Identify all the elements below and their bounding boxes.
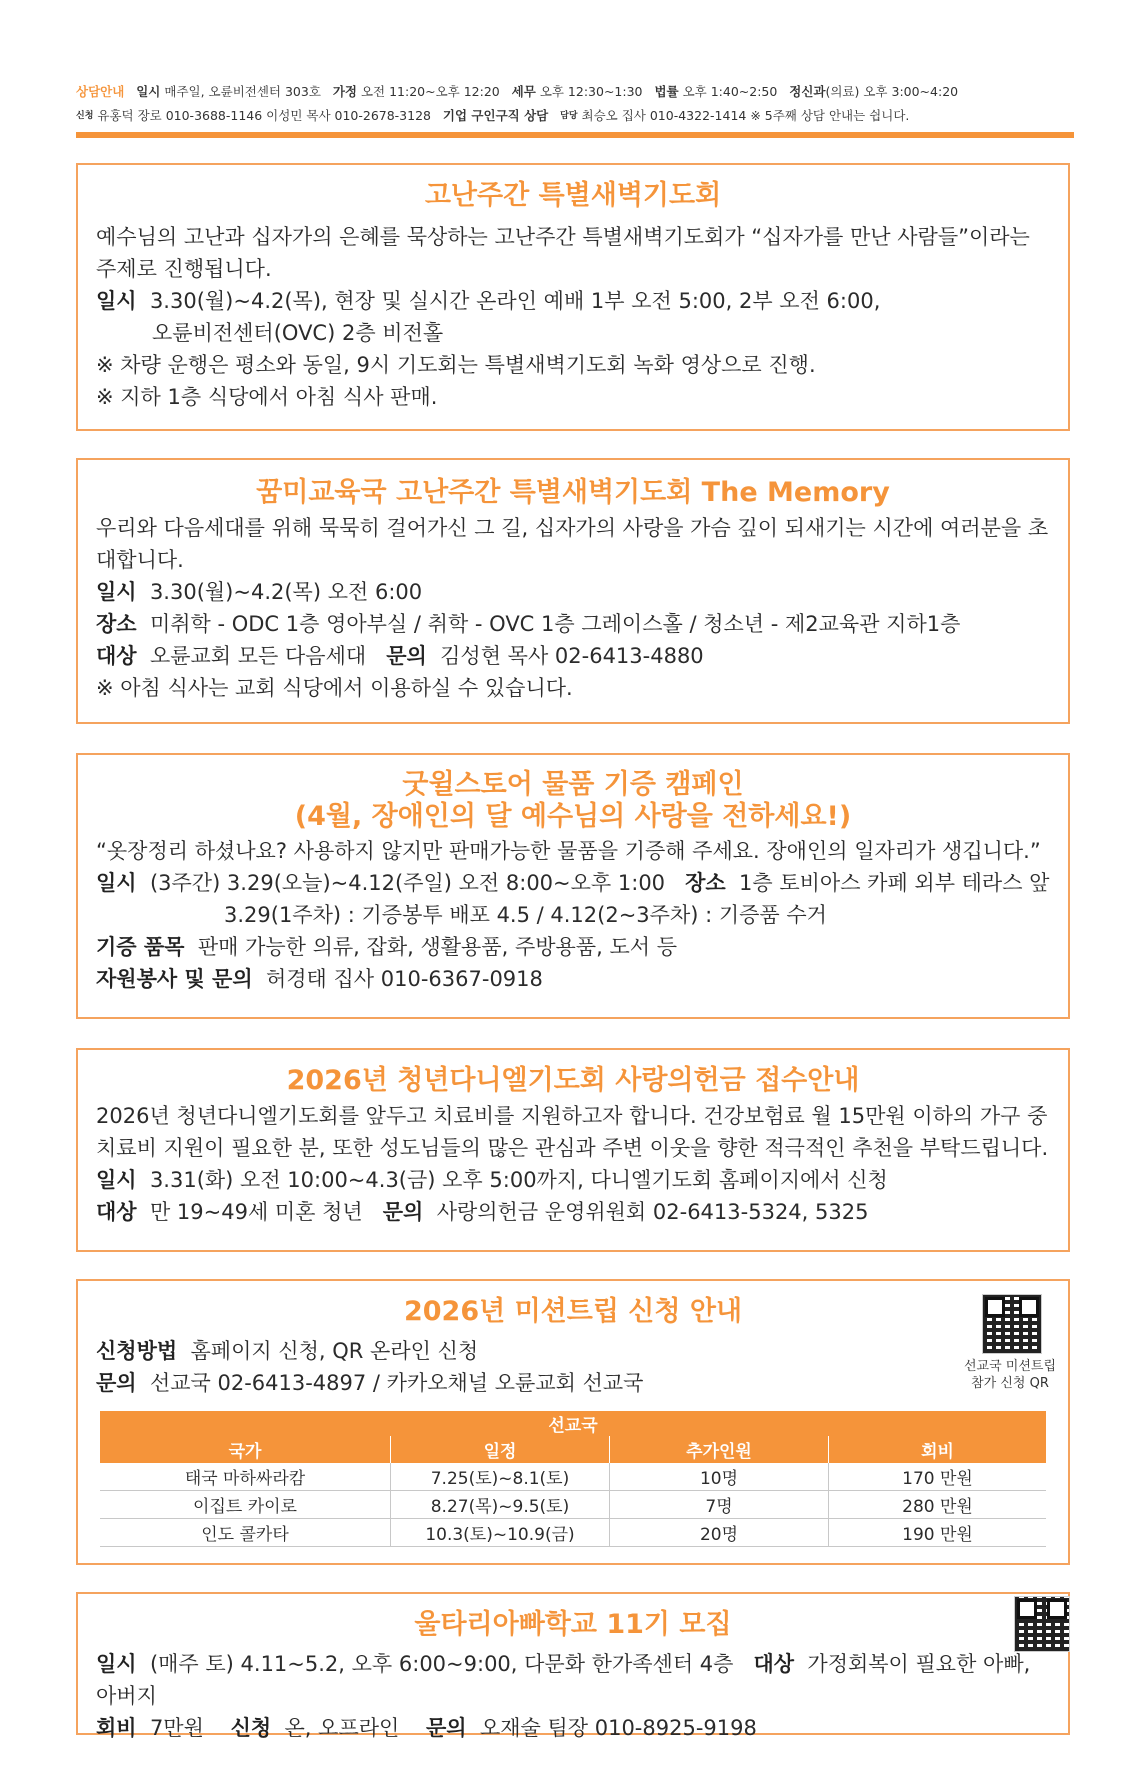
fathers-school-qr-code-icon[interactable] <box>1014 1596 1070 1652</box>
counseling-info-bar <box>76 80 1074 128</box>
field-value: 3.30(월)~4.2(목), 현장 및 실시간 온라인 예배 1부 오전 5:00, 2부 오전 6:00, <box>149 289 881 313</box>
notice-note: ※ 아침 식사는 교회 식당에서 이용하실 수 있습니다. <box>96 676 573 700</box>
table-cell: 10명 <box>610 1463 829 1491</box>
field-label: 일시 <box>96 1168 137 1192</box>
table-cell: 태국 마하싸라캄 <box>100 1463 391 1491</box>
notice-body <box>78 835 1068 995</box>
field-label: 일시 <box>96 580 137 604</box>
field-value: 사랑의헌금 운영위원회 02-6413-5324, 5325 <box>436 1200 869 1224</box>
notice-passion-week-prayer <box>76 163 1070 431</box>
counseling-label: 정신과 <box>789 84 826 99</box>
notice-items-line <box>96 931 1050 963</box>
field-value: 홈페이지 신청, QR 온라인 신청 <box>190 1339 479 1363</box>
table-cell: 7.25(토)~8.1(토) <box>391 1463 610 1491</box>
counseling-text: 오후 1:40~2:50 <box>682 84 778 99</box>
table-row <box>100 1491 1046 1519</box>
notice-quote: “옷장정리 하셨나요? 사용하지 않지만 판매가능한 물품을 기증해 주세요. 장애인의 일자리가 생깁니다.” <box>96 839 1041 863</box>
field-label: 자원봉사 및 문의 <box>96 967 253 991</box>
notice-love-offering <box>76 1048 1070 1252</box>
column-header: 회비 <box>829 1436 1047 1463</box>
notice-date-line-2: 오륜비전센터(OVC) 2층 비전홀 <box>152 321 444 345</box>
counseling-text: 유홍덕 장로 010-3688-1146 이성민 목사 010-2678-3128 <box>97 108 431 123</box>
counseling-label: 법률 <box>654 84 679 99</box>
field-value: (3주간) 3.29(오늘)~4.12(주일) 오전 8:00~오후 1:00 <box>149 871 666 895</box>
field-value: 허경태 집사 010-6367-0918 <box>265 967 543 991</box>
notice-date-line <box>96 1164 1050 1196</box>
notice-intro: 예수님의 고난과 십자가의 은혜를 묵상하는 고난주간 특별새벽기도회가 “십자가를 만난 사람들”이라는 주제로 진행됩니다. <box>96 225 1030 281</box>
counseling-label: 가정 <box>332 84 357 99</box>
field-label: 회비 <box>96 1716 137 1740</box>
notice-fee-line <box>96 1712 1050 1744</box>
counseling-label: 일시 <box>136 84 161 99</box>
counseling-label: 기업 구인구직 상담 <box>442 108 549 123</box>
qr-caption-line: 선교국 미션트립 <box>963 1359 1057 1374</box>
column-header: 일정 <box>391 1436 610 1463</box>
notice-intro: 우리와 다음세대를 위해 묵묵히 걸어가신 그 길, 십자가의 사랑을 가슴 깊이 되새기는 시간에 여러분을 초대합니다. <box>96 516 1049 572</box>
field-label: 문의 <box>96 1371 137 1395</box>
notice-target-line <box>96 640 1050 672</box>
counseling-text: 매주일, 오륜비전센터 303호 <box>164 84 321 99</box>
counseling-text: 오전 11:20~오후 12:20 <box>360 84 500 99</box>
field-label: 장소 <box>685 871 726 895</box>
field-label: 일시 <box>96 871 137 895</box>
notice-title: 굿윌스토어 물품 기증 캠페인 <box>402 769 744 800</box>
field-value: 미취학 - ODC 1층 영아부실 / 취학 - OVC 1층 그레이스홀 / 청소년 - 제2교육관 지하1층 <box>149 612 961 636</box>
table-row <box>100 1463 1046 1491</box>
field-value: 판매 가능한 의류, 잡화, 생활용품, 주방용품, 도서 등 <box>197 935 677 959</box>
notice-date-line <box>96 285 1050 317</box>
field-label: 문의 <box>382 1200 424 1224</box>
field-value: 김성현 목사 02-6413-4880 <box>440 644 704 668</box>
counseling-text: 오후 12:30~1:30 <box>539 84 643 99</box>
qr-caption <box>940 1358 1080 1392</box>
table-cell: 8.27(목)~9.5(토) <box>391 1491 610 1519</box>
table-cell: 이집트 카이로 <box>100 1491 391 1519</box>
notice-subtitle: (4월, 장애인의 달 예수님의 사랑을 전하세요!) <box>294 801 852 832</box>
table-cell: 7명 <box>610 1491 829 1519</box>
notice-body <box>78 221 1068 413</box>
notice-title: 울타리아빠학교 11기 모집 <box>414 1609 732 1640</box>
table-cell: 20명 <box>610 1519 829 1547</box>
field-value: (매주 토) 4.11~5.2, 오후 6:00~9:00, 다문화 한가족센터 4층 <box>149 1652 734 1676</box>
notice-intro: 2026년 청년다니엘기도회를 앞두고 치료비를 지원하고자 합니다. 건강보험료 월 15만원 이하의 가구 중 치료비 지원이 필요한 분, 또한 성도님들의 많은 관심과 주변 이웃을 향한 적극적인 추천을 부탁드립니다. <box>96 1104 1049 1160</box>
field-value: 오륜교회 모든 다음세대 <box>149 644 367 668</box>
apply-tag: 신청 <box>76 111 94 121</box>
field-label: 대상 <box>96 1200 137 1224</box>
notice-body <box>78 512 1068 704</box>
notice-title: 꿈미교육국 고난주간 특별새벽기도회 The Memory <box>256 477 890 508</box>
counseling-label: 세무 <box>511 84 536 99</box>
field-label: 기증 품목 <box>96 935 185 959</box>
table-cell: 인도 콜카타 <box>100 1519 391 1547</box>
field-label: 장소 <box>96 612 137 636</box>
field-value: 1층 토비아스 카페 외부 테라스 앞 <box>739 871 1050 895</box>
field-label: 문의 <box>386 644 427 668</box>
counseling-line-1 <box>76 80 1074 104</box>
table-caption: 선교국 <box>100 1411 1046 1436</box>
notice-volunteer-line <box>96 963 1050 995</box>
counseling-text: (의료) 오후 3:00~4:20 <box>825 84 959 99</box>
field-value: 온, 오프라인 <box>284 1716 400 1740</box>
counseling-lead: 상담안내 <box>76 84 125 99</box>
field-value: 3.31(화) 오전 10:00~4.3(금) 오후 5:00까지, 다니엘기도회 홈페이지에서 신청 <box>149 1168 888 1192</box>
field-label: 일시 <box>96 1652 137 1676</box>
table-cell: 280 만원 <box>829 1491 1047 1519</box>
notice-body <box>78 1100 1068 1228</box>
counseling-line-2 <box>76 104 1074 128</box>
notice-title: 2026년 청년다니엘기도회 사랑의헌금 접수안내 <box>286 1065 860 1096</box>
notice-title: 고난주간 특별새벽기도회 <box>424 180 722 211</box>
table-cell: 190 만원 <box>829 1519 1047 1547</box>
table-row <box>100 1519 1046 1547</box>
field-label: 대상 <box>753 1652 795 1676</box>
notice-the-memory <box>76 458 1070 724</box>
notice-date-line <box>96 1648 1050 1712</box>
notice-place-line <box>96 608 1050 640</box>
field-value: 만 19~49세 미혼 청년 <box>149 1200 363 1224</box>
field-label: 대상 <box>96 644 137 668</box>
notice-note: ※ 차량 운행은 평소와 동일, 9시 기도회는 특별새벽기도회 녹화 영상으로 진행. <box>96 353 816 377</box>
field-label: 신청 <box>230 1716 272 1740</box>
notice-date-line <box>96 867 1050 899</box>
notice-note: ※ 지하 1층 식당에서 아침 식사 판매. <box>96 385 438 409</box>
header-divider <box>76 132 1074 138</box>
notice-schedule: 3.29(1주차) : 기증봉투 배포 4.5 / 4.12(2~3주차) : 기증품 수거 <box>224 903 827 927</box>
notice-fathers-school <box>76 1592 1070 1740</box>
notice-body <box>78 1335 1068 1399</box>
field-label: 일시 <box>96 289 137 313</box>
notice-title: 2026년 미션트립 신청 안내 <box>403 1296 743 1327</box>
mission-trip-table <box>100 1411 1046 1547</box>
field-value: 3.30(월)~4.2(목) 오전 6:00 <box>149 580 423 604</box>
notice-contact-line <box>96 1367 1050 1399</box>
notice-target-line <box>96 1196 1050 1228</box>
table-cell: 10.3(토)~10.9(금) <box>391 1519 610 1547</box>
field-value: 가정회복이 필요한 아빠, 아버지 <box>96 1652 1031 1708</box>
staff-tag: 담당 <box>560 111 578 121</box>
field-label: 신청방법 <box>96 1339 178 1363</box>
counseling-text: 최승오 집사 010-4322-1414 ※ 5주째 상담 안내는 쉽니다. <box>581 108 910 123</box>
notice-goodwill-campaign <box>76 753 1070 1019</box>
mission-trip-qr-code-icon[interactable] <box>982 1294 1042 1354</box>
field-label: 문의 <box>426 1716 467 1740</box>
column-header: 추가인원 <box>610 1436 829 1463</box>
field-value: 오재술 팀장 010-8925-9198 <box>479 1716 757 1740</box>
field-value: 선교국 02-6413-4897 / 카카오채널 오륜교회 선교국 <box>149 1371 644 1395</box>
column-header: 국가 <box>100 1436 391 1463</box>
qr-caption-line: 참가 신청 QR <box>971 1376 1049 1391</box>
field-value: 7만원 <box>149 1716 204 1740</box>
notice-date-line <box>96 576 1050 608</box>
table-cell: 170 만원 <box>829 1463 1047 1491</box>
notice-method-line <box>96 1335 1050 1367</box>
notice-body <box>78 1648 1068 1744</box>
